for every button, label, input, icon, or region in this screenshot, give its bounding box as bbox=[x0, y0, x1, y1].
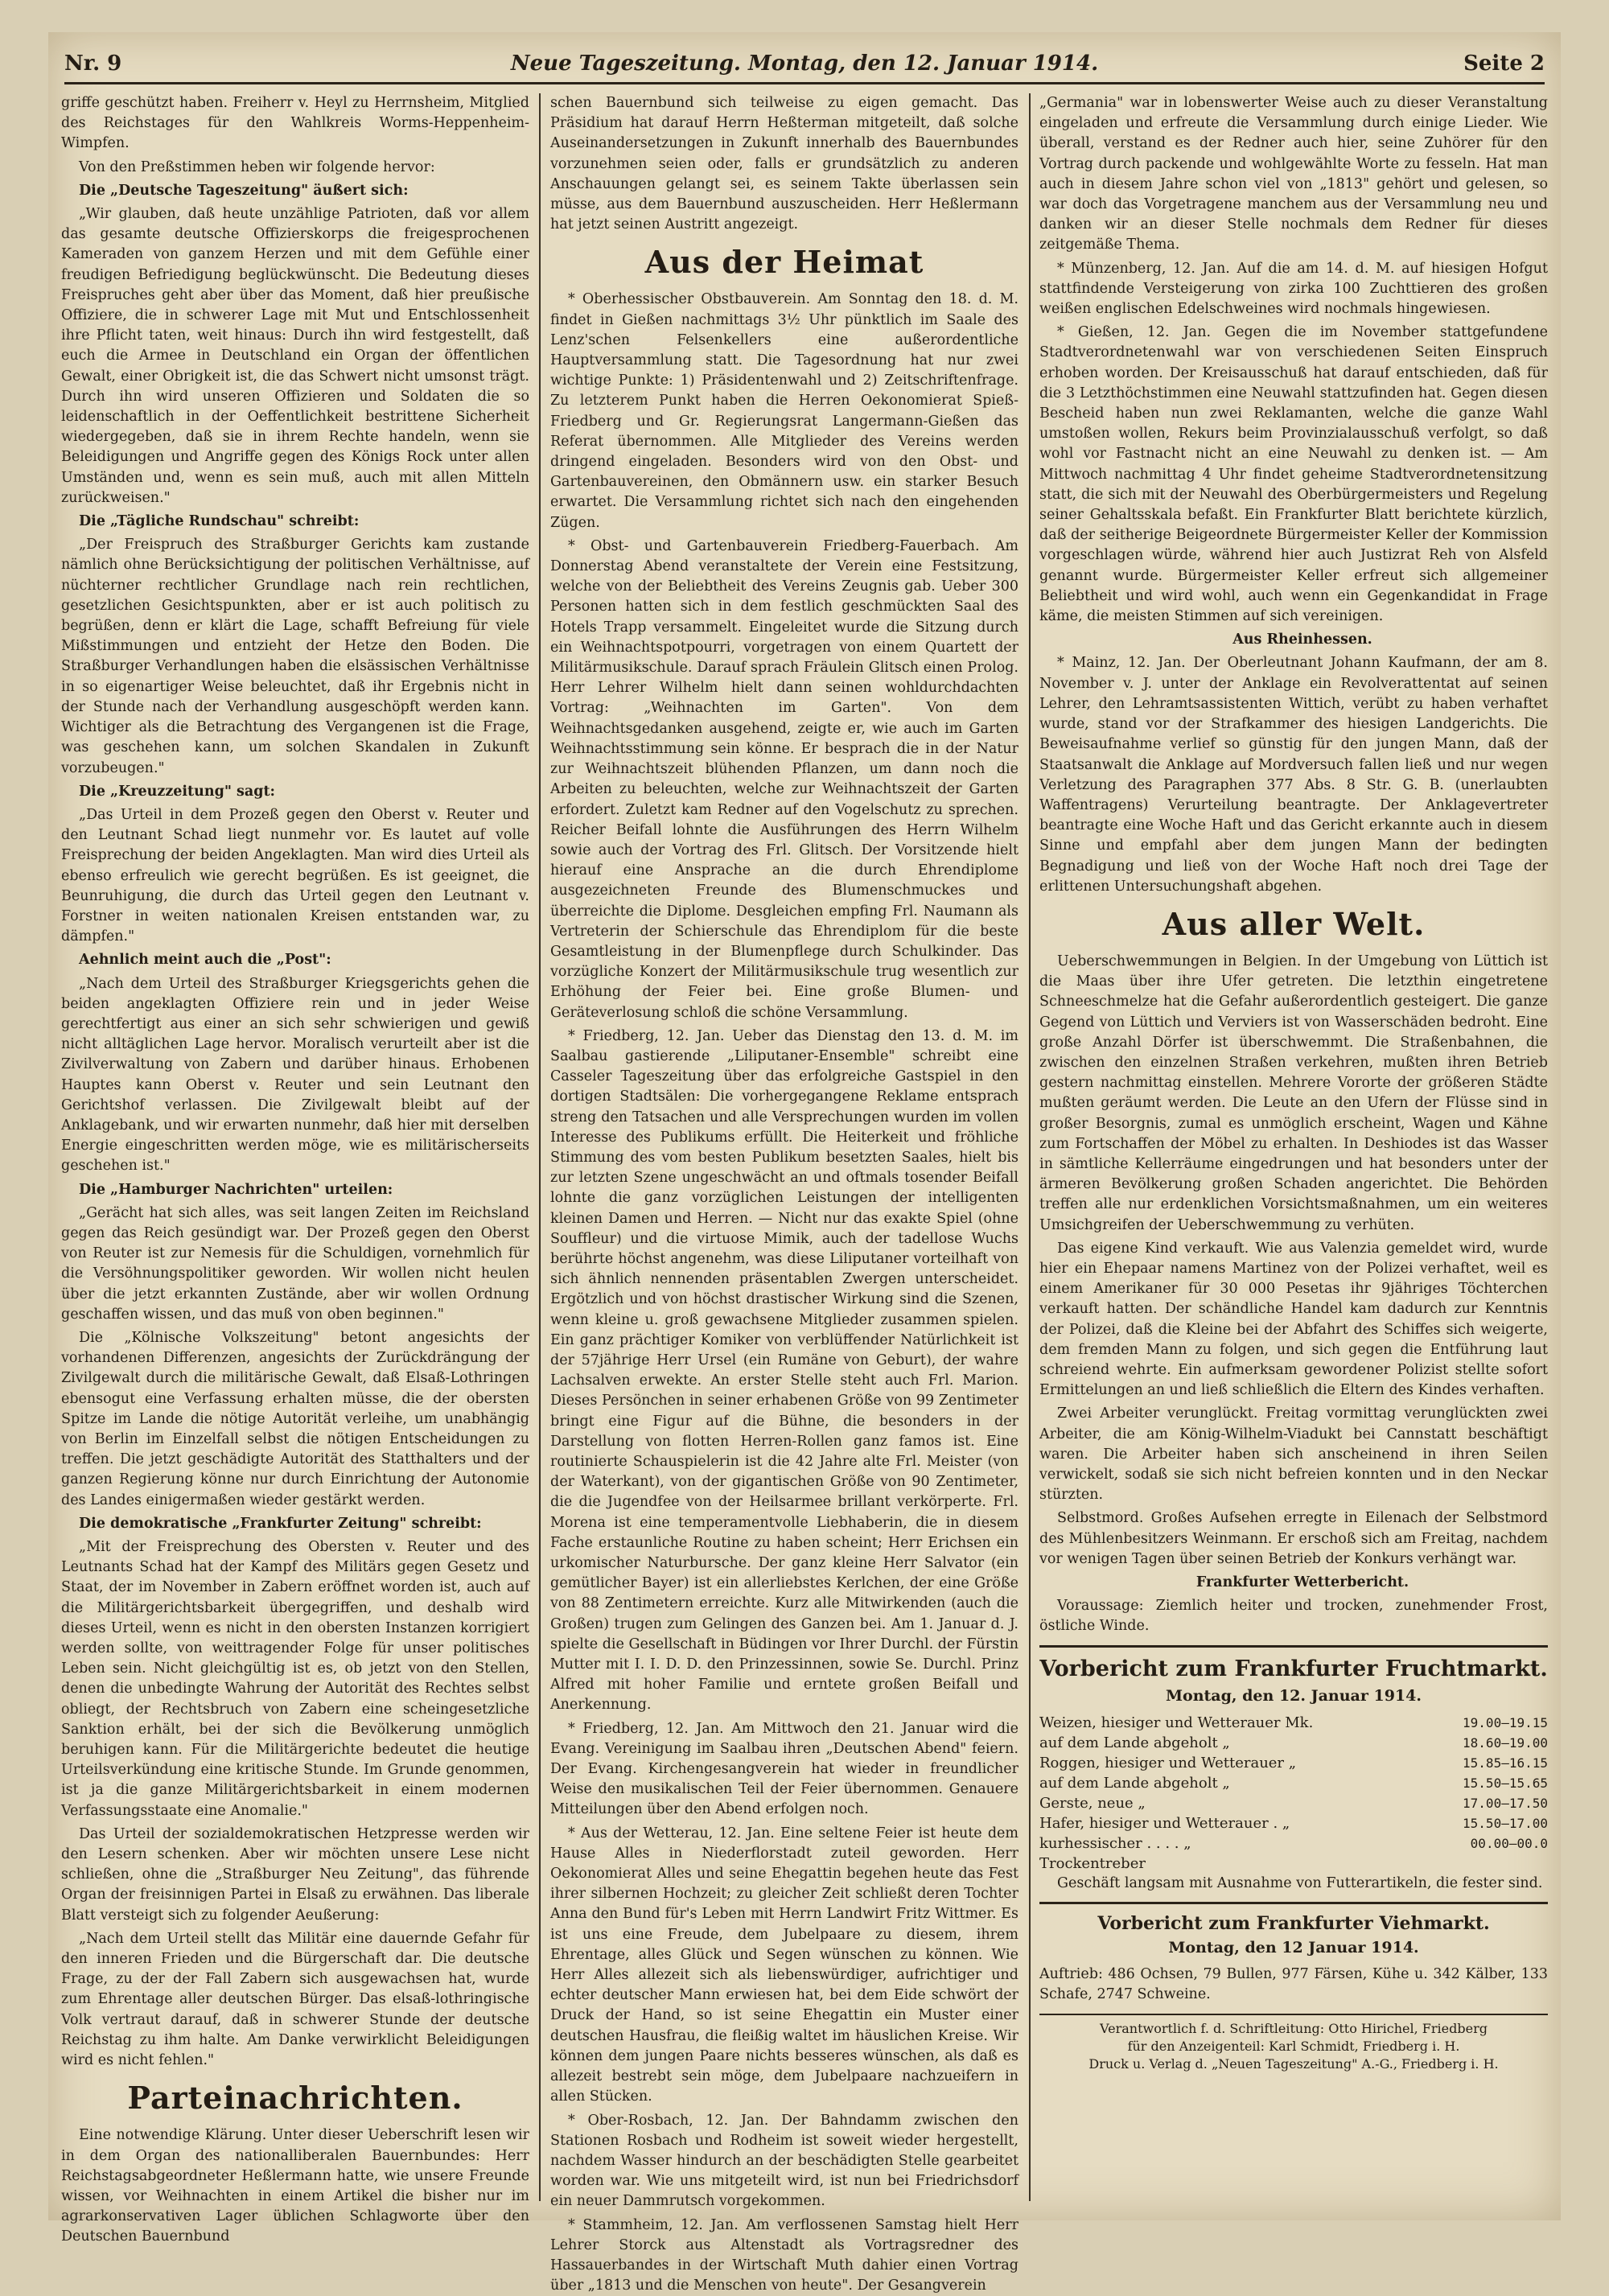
price-value: 15.85—16.15 bbox=[1463, 1755, 1548, 1771]
column-3 bbox=[1039, 93, 1548, 2201]
price-item: auf dem Lande abgeholt „ bbox=[1039, 1774, 1230, 1792]
price-item: kurhessischer . . . . „ bbox=[1039, 1834, 1191, 1852]
price-row bbox=[1039, 1773, 1548, 1793]
section-title-parteinachrichten: Parteinachrichten. bbox=[127, 2080, 463, 2117]
news-item: Zwei Arbeiter verunglückt. Freitag vormittag verunglückten zwei Arbeiter, die am König-Wilhelm-Viadukt bei Cannstatt beschäftigt waren. Die Arbeiter haben sich anscheinend in ihren Seilen verwickelt, sodaß sie sich nicht befreien konnten und in den Neckar stürzten. bbox=[1039, 1405, 1548, 1504]
imprint-line: Verantwortlich f. d. Schriftleitung: Otto Hirichel, Friedberg bbox=[1100, 2020, 1488, 2036]
paragraph: „Germania" war in lobenswerter Weise auch zu dieser Veranstaltung eingeladen und erfreute die Versammlung durch einige Lieder. Wie überall, verstand es der Redner auch hier, seine Zuhörer für den Vortrag durch packende und wohlgewählte Worte zu fesseln. Hat man auch in diesem Jahre schon viel von „1813" gehört und gelesen, so war doch das Vorgetragene manchem aus der Versammlung neu und danken wir an dieser Stelle nochmals dem Redner für dieses zeitgemäße Thema. bbox=[1039, 95, 1548, 253]
paragraph: Von den Preßstimmen heben wir folgende hervor: bbox=[79, 158, 435, 175]
column-2 bbox=[550, 93, 1018, 2294]
weather-text: Voraussage: Ziemlich heiter und trocken, zunehmender Frost, östliche Winde. bbox=[1039, 1598, 1548, 1635]
column-1 bbox=[61, 93, 529, 2245]
imprint-line: Druck u. Verlag d. „Neuen Tageszeitung" A.-G., Friedberg i. H. bbox=[1088, 2055, 1499, 2072]
subsection-rheinhessen: Aus Rheinhessen. bbox=[1232, 632, 1372, 648]
price-row bbox=[1039, 1833, 1548, 1854]
news-item: Das eigene Kind verkauft. Wie aus Valenzia gemeldet wird, wurde hier ein Ehepaar namens Martinez von der Polizei verhaftet, weil es einem Amerikaner für 30 000 Pesetas ihr 9jähriges Töchterchen verkauft hatten. Der schändliche Handel kam dadurch zur Kenntnis der Polizei, daß die Kleine bei der Abfahrt des Schiffes sich weigerte, dem fremden Mann zu folgen, und sich gegen die Entführung laut schreiend wehrte. Ein aufmerksam gewordener Polizist stellte sofort Ermittelungen an und ließ schließlich die Eltern des Kindes verhaften. bbox=[1039, 1240, 1548, 1399]
market-title: Vorbericht zum Frankfurter Fruchtmarkt. bbox=[1039, 1656, 1548, 1681]
paragraph: schen Bauernbund sich teilweise zu eigen gemacht. Das Präsidium hat darauf Herrn Heßterman mitgeteilt, daß solche Auseinandersetzungen in Zukunft innerhalb des Bauernbundes vorzunehmen seien oder, falls er grundsätzlich zu anderen Anschauungen gelangt sei, es seinem Takte überlassen sein müsse, aus dem Bauernbund auszuscheiden. Herr Heßlermann hat jetzt seinen Austritt angezeigt. bbox=[550, 95, 1018, 233]
market-note: Geschäft langsam mit Ausnahme von Futterartikeln, die fester sind. bbox=[1057, 1874, 1543, 1891]
news-item: * Ober-Rosbach, 12. Jan. Der Bahndamm zwischen den Stationen Rosbach und Rodheim ist soweit wieder hergestellt, nachdem Wasser hindurch an der beschädigten Stelle gearbeitet worden war. Wie uns mitgeteilt wird, ist nun bei Friedrichsdorf ein neuer Dammrutsch vorgekommen. bbox=[550, 2112, 1018, 2210]
price-row bbox=[1039, 1713, 1548, 1733]
news-item: * Oberhessischer Obstbauverein. Am Sonntag den 18. d. M. findet in Gießen nachmittags 3½ Uhr pünktlich im Saale des Lenz'schen Felsenkellers eine außerordentliche Hauptversammlung statt. Die Tagesordnung hat nur zwei wichtige Punkte: 1) Präsidentenwahl und 2) Zeitschriftenfrage. Zu letzterem Punkt haben die Herren Oekonomierat Spieß-Friedberg und Gr. Regierungsrat Langermann-Gießen das Referat übernommen. Alle Mitglieder des Vereins werden dringend eingeladen. Besonders wird von den Obst- und Gartenbauvereinen, den Obmännern usw. ein starker Besuch erwartet. Die Versammlung richtet sich nach den eingehenden Zügen. bbox=[550, 291, 1018, 531]
price-item: Weizen, hiesiger und Wetterauer Mk. bbox=[1039, 1714, 1314, 1731]
newspaper-page bbox=[48, 32, 1561, 2294]
press-heading: Die „Tägliche Rundschau" schreibt: bbox=[79, 513, 360, 530]
cattle-text: Auftrieb: 486 Ochsen, 79 Bullen, 977 Färsen, Kühe u. 342 Kälber, 133 Schafe, 2747 Schweine. bbox=[1039, 1966, 1548, 2003]
price-item: auf dem Lande abgeholt „ bbox=[1039, 1734, 1230, 1751]
news-item: * Münzenberg, 12. Jan. Auf die am 14. d. M. auf hiesigen Hofgut stattfindende Versteigerung von zirka 100 Zuchttieren des großen weißen englischen Edelschweines wird nochmals hingewiesen. bbox=[1039, 260, 1548, 318]
cattle-market-report bbox=[1039, 1902, 1548, 2006]
price-value: 15.50—17.00 bbox=[1463, 1815, 1548, 1831]
price-row bbox=[1039, 1793, 1548, 1813]
price-value: 00.00—00.0 bbox=[1470, 1835, 1548, 1851]
weather-title: Frankfurter Wetterbericht. bbox=[1195, 1574, 1409, 1591]
price-value: 17.00—17.50 bbox=[1463, 1795, 1548, 1811]
news-item: * Mainz, 12. Jan. Der Oberleutnant Johann Kaufmann, der am 8. November v. J. unter der Anklage ein Revolverattentat auf seinen Lehrer, den Lehramtsassistenten Wittich, verübt zu haben verhaftet wurde, stand vor der Strafkammer des hiesigen Landgerichts. Die Beweisaufnahme verlief so günstig für den jungen Mann, daß der Staatsanwalt die Anklage auf Mordversuch fallen ließ und nur wegen Verletzung des Paragraphen 377 Abs. 8 Str. G. B. (unerlaubten Waffentragens) Verurteilung beantragte. Der Anklagevertreter beantragte eine Woche Haft und das Gericht erkannte auch in diesem Sinne und empfahl aber dem jungen Mann der bedingten Begnadigung und ließ von der Woche Haft noch drei Tage der erlittenen Untersuchungshaft abgehen. bbox=[1039, 655, 1548, 895]
paragraph: Eine notwendige Klärung. Unter dieser Ueberschrift lesen wir in dem Organ des nationalliberalen Bauernbundes: Herr Reichstagsabgeordneter Heßlermann hatte, wie unsere Freunde wissen, vor Weihnachten in einem Artikel die bisher nur im agrarkonservativen Lager üblichen Schlagworte über den Deutschen Bauernbund bbox=[61, 2127, 529, 2245]
price-value: 19.00—19.15 bbox=[1463, 1714, 1548, 1730]
price-value: 18.60—19.00 bbox=[1463, 1734, 1548, 1751]
issue-number: Nr. 9 bbox=[64, 51, 122, 76]
imprint-line: für den Anzeigenteil: Karl Schmidt, Friedberg i. H. bbox=[1127, 2038, 1460, 2054]
price-value bbox=[1427, 1854, 1548, 1874]
news-item: Ueberschwemmungen in Belgien. In der Umgebung von Lüttich ist die Maas über ihre Ufer getreten. Die letzthin eingetretene Schneeschmelze hat die Gefahr außerordentlich gesteigert. Die ganze Gegend von Lüttich und Verviers ist von Wasserschäden bedroht. Eine große Anzahl Dörfer ist überschwemmt. Die Straßenbahnen, die zwischen den einzelnen Straßen verkehren, mußten ihren Betrieb gestern nachmittag einstellen. Mehrere Vororte der größeren Städte mußten geräumt werden. Die Leute an den Ufern der Flüsse sind in großer Besorgnis, zumal es unmöglich erscheint, Wagen und Kähne zum Fortschaffen der Möbel zu erhalten. In Deshiodes ist das Wasser in sämtliche Kellerräume eingedrungen und hat besonders unter der ärmeren Bevölkerung großen Schaden angerichtet. Die Behörden treffen alle nur erdenklichen Vorsichtsmaßnahmen, um ein weiteres Umsichgreifen der Ueberschwemmung zu verhüten. bbox=[1039, 953, 1548, 1233]
cattle-title: Vorbericht zum Frankfurter Viehmarkt. bbox=[1097, 1913, 1490, 1935]
column-rule bbox=[539, 93, 541, 2201]
section-title-aller-welt: Aus aller Welt. bbox=[1162, 905, 1426, 942]
quote: „Der Freispruch des Straßburger Gerichts kam zustande nämlich ohne Berücksichtigung der politischen Verhältnisse, auf nüchterner rechtlicher Grundlage nach rein rechtlichen, gesetzlichen Gesichtspunkten, aber er ist auch politisch zu begrüßen, denn er klärt die Lage, schafft Befreiung für viele Mißstimmungen und entzieht der Hetze den Boden. Die Straßburger Verhandlungen haben die elsässischen Verhältnisse in so eigenartiger Weise beleuchtet, daß ihr Ergebnis nicht in der Stunde nach der Verhandlung ausgeschöpft werden kann. Wichtiger als die Betrachtung des Vergangenen ist die Frage, was geschehen kann, um solchen Skandalen in Zukunft vorzubeugen." bbox=[61, 537, 529, 776]
page-header bbox=[64, 47, 1545, 84]
section-title-heimat: Aus der Heimat bbox=[644, 244, 924, 281]
news-item: * Obst- und Gartenbauverein Friedberg-Fauerbach. Am Donnerstag Abend veranstaltete der Verein eine Festsitzung, welche von der Beliebtheit des Vereins Zeugnis gab. Ueber 300 Personen hatten sich in dem festlich geschmückten Saal des Hotels Trapp versammelt. Eingeleitet wurde die Sitzung durch ein Weihnachtspotpourri, vorgetragen von einem Quartett der Militärmusikschule. Darauf sprach Fräulein Glitsch einen Prolog. Herr Lehrer Wilhelm hielt dann seinen wohldurchdachten Vortrag: „Weihnachten im Garten". Von dem Weihnachtsgedanken ausgehend, zeigte er, wie auch im Garten Weihnachtsstimmung sein könne. Er besprach die in der Natur zur Weihnachtszeit blühenden Pflanzen, um dann noch die Arbeiten zu beleuchten, welche zur Weihnachtszeit der Garten erfordert. Zuletzt kam Redner auf den Vogelschutz zu sprechen. Reicher Beifall lohnte die Ausführungen des Herrn Wilhelm sowie auch der Vortrag des Frl. Glitsch. Der Vorsitzende hielt hierauf eine Ansprache an die durch Ehrendiplome ausgezeichneten Freunde des Blumenschmuckes und überreichte die Diplome. Desgleichen empfing Frl. Naumann als Vertreterin der Schierschule das Ehrendiplom für die beste Gesamtleistung in der Blumenpflege durch Schulkinder. Das vorzügliche Konzert der Militärmusikschule trug wesentlich zur Erhöhung der Feier bei. Eine große Blumen- und Geräteverlosung schloß die schöne Versammlung. bbox=[550, 537, 1018, 1021]
news-item: * Aus der Wetterau, 12. Jan. Eine seltene Feier ist heute dem Hause Alles in Niederflorstadt zuteil geworden. Herr Oekonomierat Alles und seine Ehegattin begehen heute das Fest ihrer silbernen Hochzeit; zu gleicher Zeit schließt deren Tochter Anna den Bund für's Leben mit Herrn Landwirt Fritz Wittmer. Es ist uns eine Freude, dem Jubelpaare zu diesem, ihrem Ehrentage, alles Glück und Segen wünschen zu können. Wie Herr Alles allezeit sich als liebenswürdiger, aufrichtiger und echter deutscher Mann erwiesen hat, bei dem Eide schwört der Druck der Hand, so ist seine Ehegattin ein Muster einer deutschen Hausfrau, die fleißig waltet im häuslichen Kreise. Wir können dem jungen Paare nichts besseres wünschen, als daß es allezeit bestrebt sein möge, dem Jubelpaare nachzueifern in allen Stücken. bbox=[550, 1825, 1018, 2105]
news-item: * Stammheim, 12. Jan. Am verflossenen Samstag hielt Herr Lehrer Storck aus Altenstadt als Vortragsredner des Hassauerbandes in der Wirtschaft Muth dahier einen Vortrag über „1813 und die Menschen von heute". Der Gesangverein bbox=[550, 2216, 1018, 2294]
quote: „Nach dem Urteil stellt das Militär eine dauernde Gefahr für den inneren Frieden und die Bürgerschaft dar. Die deutsche Frage, zu der der Fall Zabern sich ausgewachsen hat, wurde zum Ehrentage aller deutschen Bürger. Das elsaß-lothringische Volk vertraut darauf, daß in schwerer Stunde der deutsche Reichstag zu ihm halte. Am Danke verwirklicht Beleidigungen wird es nicht fehlen." bbox=[61, 1930, 529, 2069]
press-heading: Die „Hamburger Nachrichten" urteilen: bbox=[79, 1181, 393, 1198]
press-heading: Die „Deutsche Tageszeitung" äußert sich: bbox=[79, 182, 409, 199]
price-table bbox=[1039, 1713, 1548, 1874]
paragraph: Das Urteil der sozialdemokratischen Hetzpresse werden wir den Lesern schenken. Aber wir möchten unsere Lese nicht schließen, ohne die „Straßburger Neu Zeitung", das führende Organ der freisinnigen Partei in Elsaß zu erwähnen. Das liberale Blatt versteigt sich zu folgender Aeußerung: bbox=[61, 1825, 529, 1924]
price-row bbox=[1039, 1813, 1548, 1833]
masthead-line: Neue Tageszeitung. Montag, den 12. Januar 1914. bbox=[510, 51, 1099, 76]
news-item: * Friedberg, 12. Jan. Ueber das Dienstag den 13. d. M. im Saalbau gastierende „Liliputaner-Ensemble" schreibt eine Casseler Tageszeitung über das erfolgreiche Gastspiel in den dortigen Stadtsälen: Die vorhergegangene Reklame entsprach streng den Tatsachen und alle Versprechungen wurden im vollen Interesse des Publikums erfüllt. Die Heiterkeit und fröhliche Stimmung des vom besten Publikum besetzten Saales, hielt bis zur letzten Szene ungeschwächt an und oftmals tosender Beifall lohnte die ganz vorzüglichen Leistungen der intelligenten kleinen Damen und Herren. — Nicht nur das exakte Spiel (ohne Souffleur) und die virtuose Mimik, auch der tadellose Wuchs berührte höchst angenehm, was diese Liliputaner vorteilhaft von sich ähnlich nennenden präsentablen Zwergen unterscheidet. Ergötzlich und von höchst drastischer Wirkung sind die Szenen, wenn kleine u. groß gewachsene Mitglieder zusammen spielen. Ein ganz prächtiger Komiker von verblüffender Natürlichkeit ist der 57jährige Herr Ursel (ein Rumäne von Geburt), der wahre Lachsalven erwekte. An erster Stelle steht auch Frl. Marion. Dieses Persönchen in seiner erhabenen Größe von 99 Zentimeter bringt eine Figur auf die Bühne, die besonders in der Darstellung von flotten Herren-Rollen ganz famos ist. Eine routinierte Schauspielerin ist die 42 Jahre alte Frl. Meister (von der Waterkant), von der gigantischen Größe von 90 Zentimeter, die die Jugendfee von der Heilsarmee brillant verkörperte. Frl. Morena ist eine temperamentvolle Liebhaberin, die in diesem Fache erstaunliche Routine zu haben scheint; Herr Erichsen ein urkomischer Naturbursche. Der ganz kleine Herr Salvator (ein gemütlicher Bayer) ist ein allerliebstes Kerlchen, der eine Größe von 88 Zentimetern erreichte. Kurz alle Mitwirkenden (auch die Großen) trugen zum Gelingen des Ganzen bei. Am 1. Januar d. J. spielte die Gesellschaft in Büdingen vor Ihrer Durchl. der Fürstin Mutter mit I. I. D. D. den Prinzessinnen, sowie Se. Durchl. Prinz Alfred mit hoher Familie und erntete großen Beifall und Anerkennung. bbox=[550, 1027, 1018, 1714]
price-value: 15.50—15.65 bbox=[1463, 1775, 1548, 1791]
press-heading: Aehnlich meint auch die „Post": bbox=[79, 952, 331, 969]
fruit-market-report bbox=[1039, 1645, 1548, 1894]
press-heading: Die „Kreuzzeitung" sagt: bbox=[79, 783, 276, 800]
paragraph: Die „Kölnische Volkszeitung" betont angesichts der vorhandenen Differenzen, angesichts der Zurückdrängung der Zivilgewalt durch die militärische Gewalt, daß Elsaß-Lothringen ebensogut eine Verfassung erhalten müsse, die der obersten Spitze im Lande die nötige Autorität verleihe, um unabhängig von Berlin im Einzelfall selbst die nötigen Entscheidungen zu treffen. Die jetzt geschädigte Autorität des Statthalters und der ganzen Regierung könne nur durch Einrichtung der Autonomie des Landes einigermaßen wieder gestärkt werden. bbox=[61, 1329, 529, 1508]
imprint bbox=[1039, 2014, 1548, 2073]
quote: „Das Urteil in dem Prozeß gegen den Oberst v. Reuter und den Leutnant Schad liegt nunmehr vor. Es lautet auf volle Freisprechung der beiden Angeklagten. Man wird dies Urteil als ebenso erfreulich wie gerecht begrüßen. Es ist geeignet, die Beunruhigung, die durch das Urteil gegen den Leutnant v. Forstner in weiten nationalen Kreisen entstanden war, zu dämpfen." bbox=[61, 806, 529, 945]
price-item: Roggen, hiesiger und Wetterauer „ bbox=[1039, 1754, 1297, 1771]
price-item: Gerste, neue „ bbox=[1039, 1794, 1146, 1812]
price-row bbox=[1039, 1753, 1548, 1773]
quote: „Mit der Freisprechung des Obersten v. Reuter und des Leutnants Schad hat der Kampf des Militärs gegen Gesetz und Staat, der im November in Zabern eröffnet worden ist, auch auf die Militärgerichtsbarkeit übergegriffen, und deshalb wird dieses Urteil, wenn es nicht in den obersten Instanzen korrigiert werden sollte, von weittragender Folge für unser politisches Leben sein. Nicht gleichgültig ist es, ob jetzt von den Stellen, denen die unbedingte Wahrung der Autorität des Rechtes selbst obliegt, der Rechtsbruch von Zabern eine scheingesetzliche Sanktion erhält, bei der sich die Bevölkerung unmöglich beruhigen kann. Für die Militärgerichte bedeutet die heutige Urteilsverkündung eine kritische Stunde. Im Grunde genommen, ist ja die ganze Militärgerichtsbarkeit in einem modernen Verfassungsstaate eine Anomalie." bbox=[61, 1539, 529, 1819]
cattle-date: Montag, den 12 Januar 1914. bbox=[1168, 1939, 1419, 1957]
price-row bbox=[1039, 1733, 1548, 1753]
news-item: * Gießen, 12. Jan. Gegen die im November stattgefundene Stadtverordnetenwahl war von verschiedenen Seiten Einspruch erhoben worden. Der Kreisausschuß hat darauf entschieden, daß für die 3 Letzthöchstimmen eine Neuwahl stattzufinden hat. Gegen diesen Bescheid haben nun zwei Reklamanten, welche die ganze Wahl umstoßen wollen, Rekurs beim Provinzialausschuß verfolgt, so daß wohl vor Fastnacht nicht an eine Neuwahl zu denken ist. — Am Mittwoch nachmittag 4 Uhr findet geheime Stadtverordnetensitzung statt, die sich mit der Neuwahl des Oberbürgermeisters und Regelung seiner Gehaltsskala befaßt. Ein Frankfurter Blatt berichtete kürzlich, daß der seitherige Beigeordnete Bürgermeister Keller der Kommission vorgeschlagen würde, während hier auch Justizrat Reh von Alsfeld genannt wurde. Bürgermeister Keller erfreut sich allgemeiner Beliebtheit und wird wohl, auch wenn ein Gegenkandidat in Frage käme, die meisten Stimmen auf sich vereinigen. bbox=[1039, 324, 1548, 625]
market-date: Montag, den 12. Januar 1914. bbox=[1166, 1686, 1422, 1705]
column-rule bbox=[1029, 93, 1031, 2201]
paragraph: griffe geschützt haben. Freiherr v. Heyl zu Herrnsheim, Mitglied des Reichstages für den Wahlkreis Worms-Heppenheim-Wimpfen. bbox=[61, 95, 529, 152]
quote: „Gerächt hat sich alles, was seit langen Zeiten im Reichsland gegen das Reich gesündigt war. Der Prozeß gegen den Oberst von Reuter ist zur Nemesis für die Schuldigen, vornehmlich für die Versöhnungspolitiker geworden. Wir wollen nicht heulen über die jetzt erkannten Zustände, aber wir wollen Ordnung geschaffen wissen, und das muß von oben beginnen." bbox=[61, 1204, 529, 1323]
price-item: Hafer, hiesiger und Wetterauer . „ bbox=[1039, 1814, 1290, 1832]
price-item: Trockentreber bbox=[1039, 1854, 1146, 1872]
news-item: Selbstmord. Großes Aufsehen erregte in Eilenach der Selbstmord des Mühlenbesitzers Weinmann. Er erschoß sich am Freitag, nachdem vor wenigen Tagen über seinen Betrieb der Konkurs verhängt war. bbox=[1039, 1510, 1548, 1567]
news-item: * Friedberg, 12. Jan. Am Mittwoch den 21. Januar wird die Evang. Vereinigung im Saalbau ihren „Deutschen Abend" feiern. Der Evang. Kirchengesangverein hat wieder in freundlicher Weise den musikalischen Teil der Feier übernommen. Genauere Mitteilungen über den Abend erfolgen noch. bbox=[550, 1720, 1018, 1818]
quote: „Nach dem Urteil des Straßburger Kriegsgerichts gehen die beiden angeklagten Offiziere rein und in jeder Weise gerechtfertigt aus einer an sich sehr schwierigen und gewiß nicht alltäglichen Lage hervor. Moralisch verurteilt aber ist die Zivilverwaltung von Zabern und darüber hinaus. Erhobenen Hauptes kann Oberst v. Reuter und sein Leutnant den Gerichtshof verlassen. Die Zivilgewalt bleibt auf der Anklagebank, und wir erwarten nunmehr, daß hier mit derselben Energie eingeschritten werden möge, wie es militärischerseits geschehen ist." bbox=[61, 975, 529, 1175]
press-heading: Die demokratische „Frankfurter Zeitung" schreibt: bbox=[79, 1515, 482, 1532]
quote: „Wir glauben, daß heute unzählige Patrioten, daß vor allem das gesamte deutsche Offizierskorps die freigesprochenen Kameraden von ganzem Herzen und mit dem Gefühle einer freudigen Befriedigung beglückwünscht. Die Bedeutung dieses Freispruches geht aber über das Moment, daß hier preußische Offiziere, die in schwerer Lage mit Mut und Entschlossenheit ihre Pflicht taten, weit hinaus: Durch ihn wird festgestellt, daß euch die Armee in Deutschland ein Organ der öffentlichen Gewalt, einer Obrigkeit ist, die das Schwert nicht umsonst trägt. Durch ihn wird unseren Offizieren und Soldaten die so leidenschaftlich in der Oeffentlichkeit bestrittene Sicherheit wiedergegeben, daß sie in ihrem Rechte handeln, wenn sie Beleidigungen und Angriffe gegen des Königs Rock unter allen Umständen und, wenn es sein muß, auch mit allen Mitteln zurückweisen." bbox=[61, 206, 529, 506]
price-row bbox=[1039, 1854, 1548, 1874]
page-number: Seite 2 bbox=[1463, 51, 1545, 76]
